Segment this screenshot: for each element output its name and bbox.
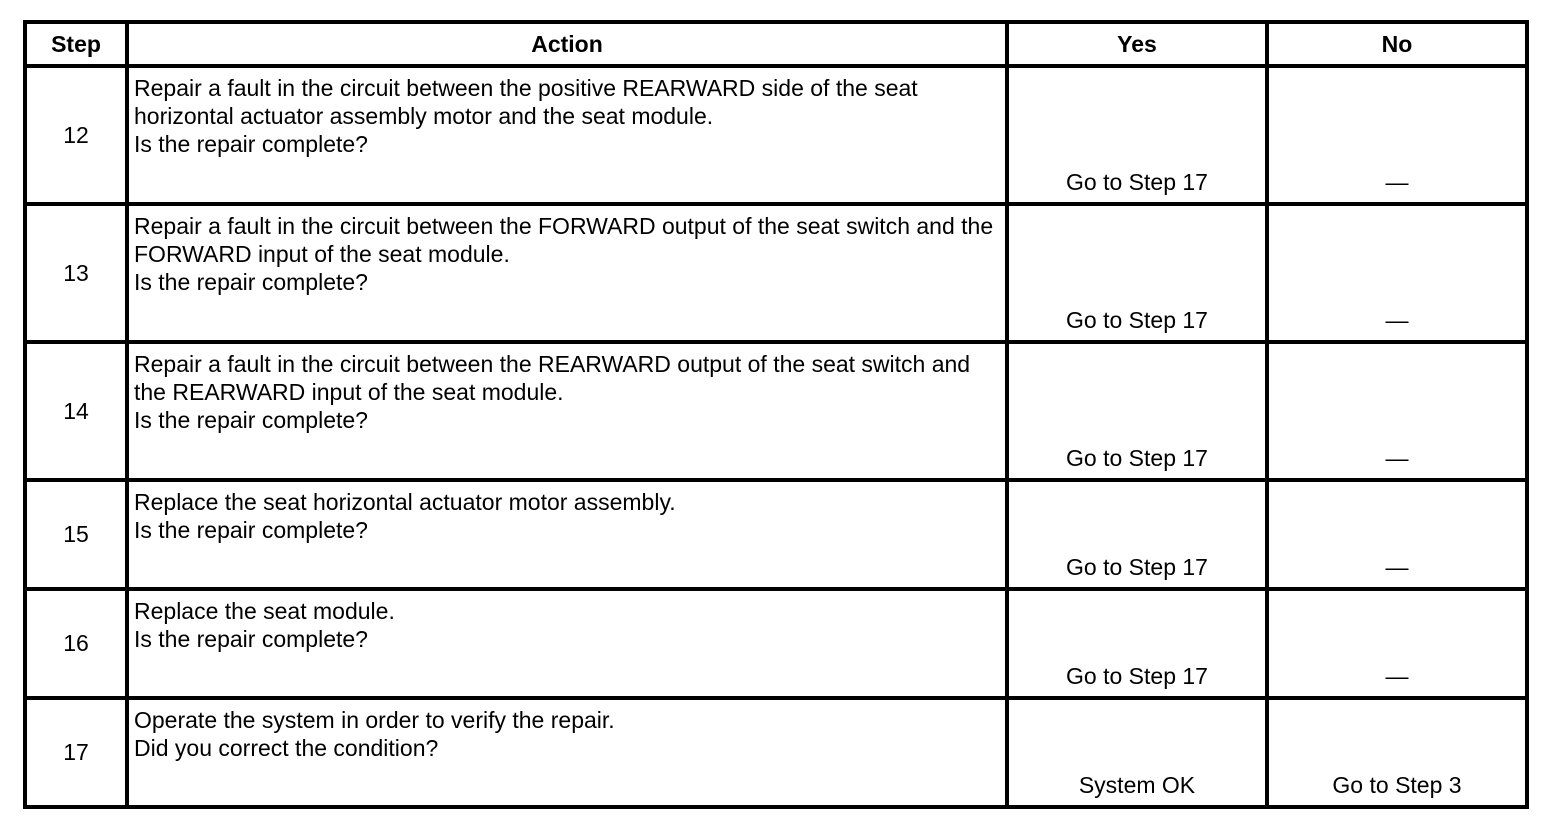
header-row bbox=[25, 22, 1527, 66]
header-step: Step bbox=[25, 22, 127, 66]
action-cell bbox=[127, 66, 1007, 204]
action-text: Replace the seat module. bbox=[134, 598, 395, 624]
diagnostic-table bbox=[23, 20, 1529, 809]
yes-result: Go to Step 17 bbox=[1007, 66, 1267, 204]
table-header bbox=[25, 22, 1527, 66]
action-cell bbox=[127, 698, 1007, 807]
action-text: Replace the seat horizontal actuator motor assembly. bbox=[134, 489, 676, 515]
step-number: 13 bbox=[25, 204, 127, 342]
header-no: No bbox=[1267, 22, 1527, 66]
action-text: Operate the system in order to verify the repair. bbox=[134, 707, 615, 733]
yes-result: Go to Step 17 bbox=[1007, 204, 1267, 342]
header-yes: Yes bbox=[1007, 22, 1267, 66]
table-row bbox=[25, 589, 1527, 698]
action-cell bbox=[127, 589, 1007, 698]
no-result: — bbox=[1267, 66, 1527, 204]
yes-result: Go to Step 17 bbox=[1007, 589, 1267, 698]
no-result: — bbox=[1267, 342, 1527, 480]
action-question: Is the repair complete? bbox=[134, 131, 368, 157]
table-row bbox=[25, 66, 1527, 204]
header-action: Action bbox=[127, 22, 1007, 66]
no-result: — bbox=[1267, 204, 1527, 342]
no-result: — bbox=[1267, 589, 1527, 698]
table-row bbox=[25, 480, 1527, 589]
step-number: 14 bbox=[25, 342, 127, 480]
action-question: Is the repair complete? bbox=[134, 626, 368, 652]
action-question: Is the repair complete? bbox=[134, 517, 368, 543]
yes-result: Go to Step 17 bbox=[1007, 480, 1267, 589]
no-result: Go to Step 3 bbox=[1267, 698, 1527, 807]
table-body bbox=[25, 66, 1527, 807]
action-question: Is the repair complete? bbox=[134, 407, 368, 433]
yes-result: Go to Step 17 bbox=[1007, 342, 1267, 480]
no-result: — bbox=[1267, 480, 1527, 589]
action-cell bbox=[127, 480, 1007, 589]
step-number: 15 bbox=[25, 480, 127, 589]
action-cell bbox=[127, 342, 1007, 480]
step-number: 12 bbox=[25, 66, 127, 204]
table-row bbox=[25, 204, 1527, 342]
action-cell bbox=[127, 204, 1007, 342]
step-number: 16 bbox=[25, 589, 127, 698]
action-text: Repair a fault in the circuit between the positive REARWARD side of the seat horizontal actuator assembly motor and the seat module. bbox=[134, 75, 918, 129]
yes-result: System OK bbox=[1007, 698, 1267, 807]
action-text: Repair a fault in the circuit between the REARWARD output of the seat switch and the REARWARD input of the seat module. bbox=[134, 351, 971, 405]
table-row bbox=[25, 698, 1527, 807]
step-number: 17 bbox=[25, 698, 127, 807]
action-question: Did you correct the condition? bbox=[134, 735, 439, 761]
action-text: Repair a fault in the circuit between the FORWARD output of the seat switch and the FORWARD input of the seat module. bbox=[134, 213, 994, 267]
action-question: Is the repair complete? bbox=[134, 269, 368, 295]
table-row bbox=[25, 342, 1527, 480]
